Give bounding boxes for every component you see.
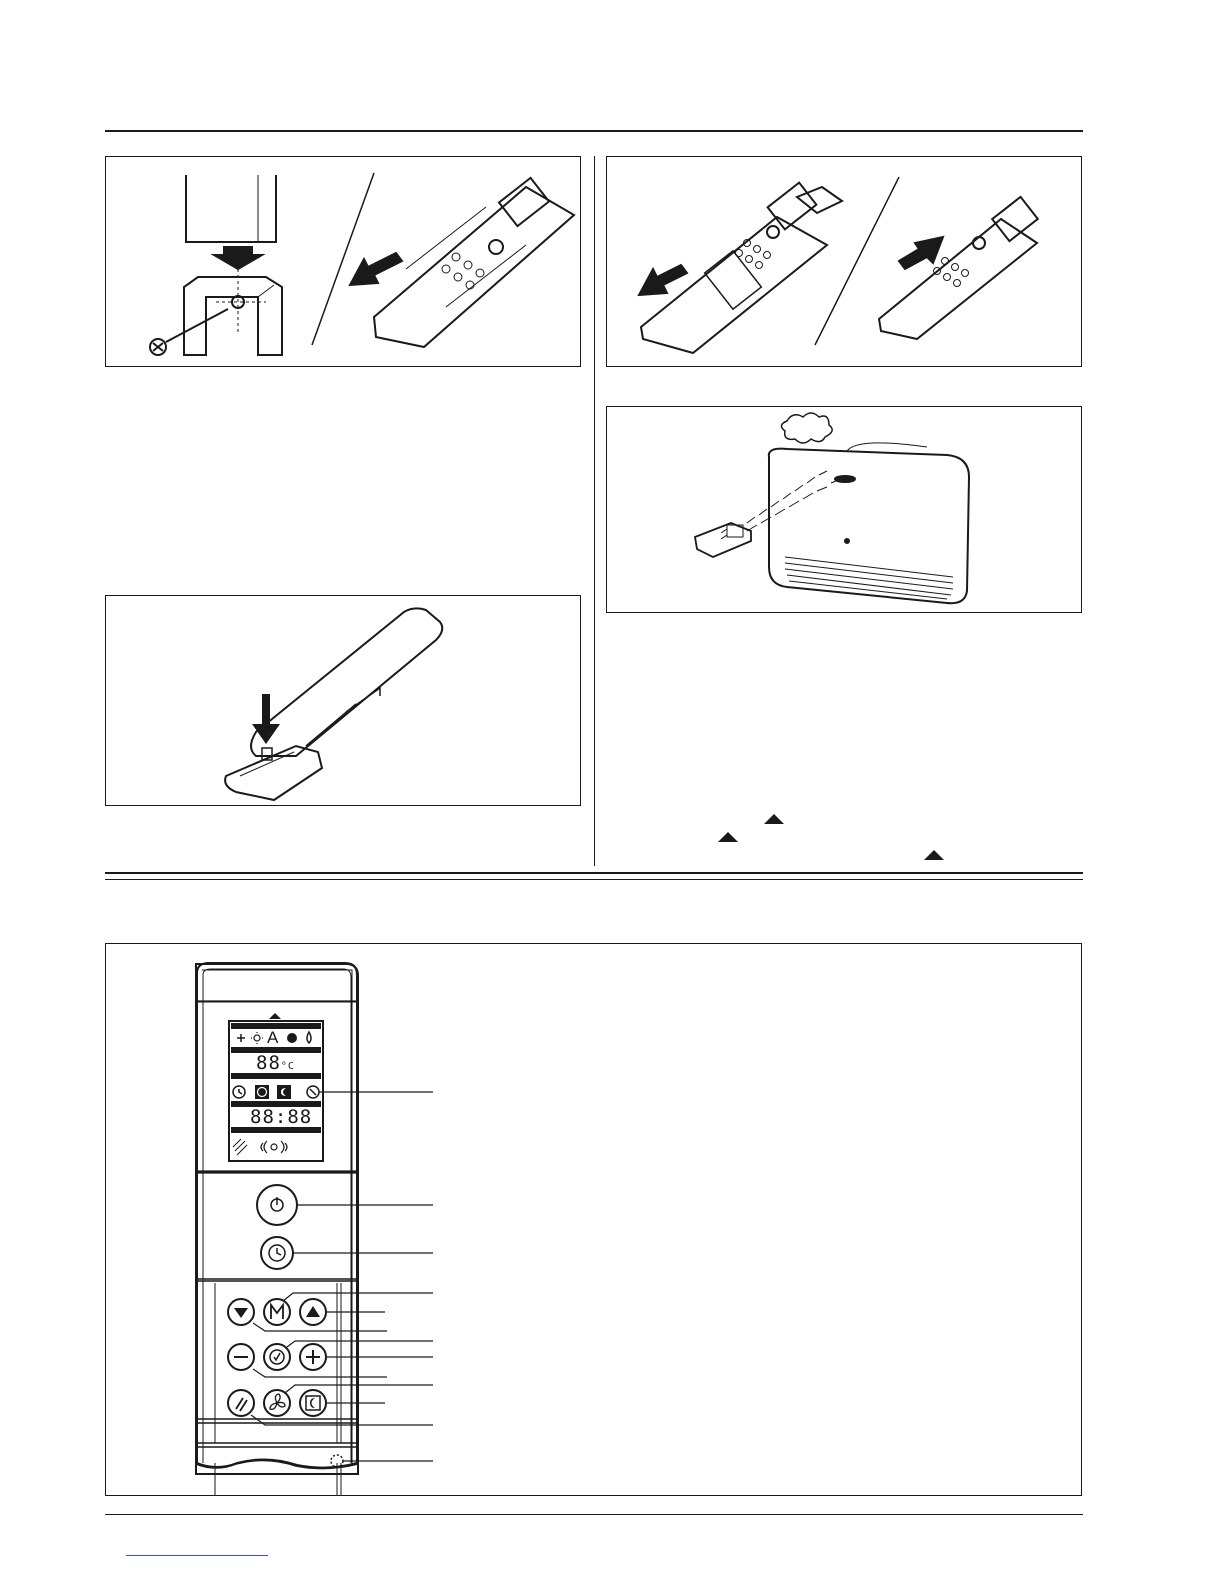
- clock-value: 88:88: [250, 1106, 313, 1128]
- screw-icon: [150, 309, 228, 355]
- figure-signal: [606, 406, 1082, 613]
- temperature-value: 88: [256, 1052, 281, 1074]
- remote-slide-icon: [350, 178, 574, 347]
- up-triangle-icon: [764, 814, 784, 824]
- figure-wall-mount: [105, 156, 581, 367]
- remote-outline: [105, 943, 1082, 1496]
- up-triangle-icon: [924, 850, 944, 860]
- temperature-unit: °C: [280, 1061, 295, 1072]
- signal-beep-icon: [781, 413, 832, 443]
- figure-battery: [606, 156, 1082, 367]
- auto-mode-icon: A: [267, 1028, 279, 1047]
- top-rule: [105, 130, 1083, 132]
- remote-icon: [695, 523, 751, 557]
- footer-link[interactable]: [126, 1555, 268, 1556]
- holder-icon: [106, 157, 582, 368]
- figure-reset: [105, 595, 581, 806]
- up-triangle-icon: [718, 832, 738, 842]
- section-rule-lower: [105, 879, 1083, 880]
- battery-compartment-icon: [607, 157, 1083, 368]
- close-cover-icon: [879, 197, 1038, 339]
- column-divider: [594, 156, 595, 866]
- reset-press-icon: [106, 596, 582, 807]
- indoor-unit-icon: [607, 407, 1083, 614]
- section-rule-upper: [105, 872, 1083, 874]
- bottom-rule: [105, 1514, 1083, 1515]
